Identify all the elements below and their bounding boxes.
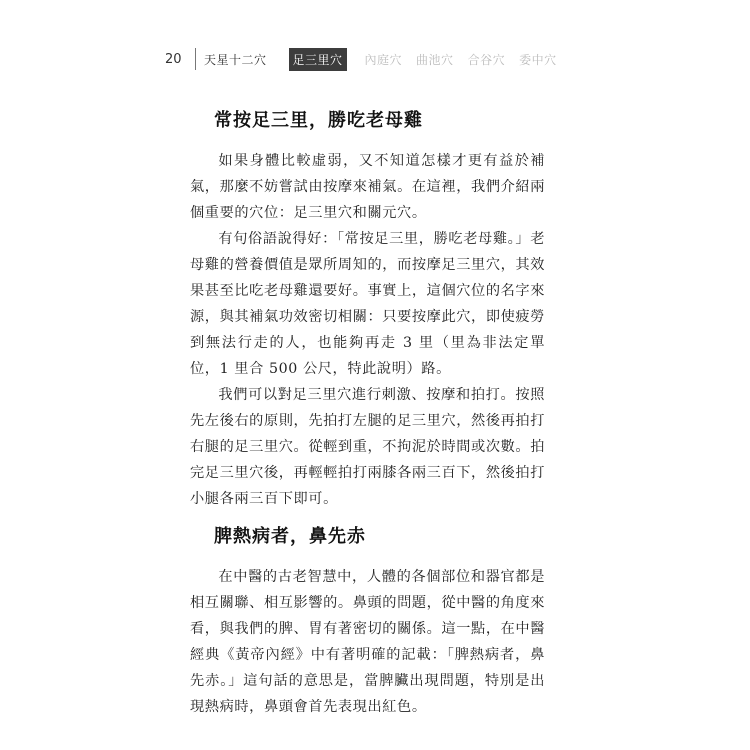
paragraph: 在中醫的古老智慧中，人體的各個部位和器官都是相互關聯、相互影響的。鼻頭的問題，從中醫的角度來看，與我們的脾、胃有著密切的關係。這一點，在中醫經典《黃帝內經》中有著明確的記載：「脾熱病者，鼻先赤。」這句話的意思是，當脾臟出現問題，特別是出現熱病時，鼻頭會首先表現出紅色。 bbox=[190, 569, 545, 715]
running-header bbox=[165, 46, 571, 72]
paragraph: 有句俗語說得好：「常按足三里，勝吃老母雞。」老母雞的營養價值是眾所周知的，而按摩足三里穴，其效果甚至比吃老母雞還要好。事實上，這個穴位的名字來源，與其補氣功效密切相關：只要按摩此穴，即使疲勞到無法行走的人，也能夠再走 3 里（里為非法定單位，1 里合 500 公尺，特此說明）路。 bbox=[190, 231, 545, 377]
paragraph: 我們可以對足三里穴進行刺激、按摩和拍打。按照先左後右的原則，先拍打左腿的足三里穴，然後再拍打右腿的足三里穴。從輕到重，不拘泥於時間或次數。拍完足三里穴後，再輕輕拍打兩膝各兩三百下，然後拍打小腿各兩三百下即可。 bbox=[190, 387, 545, 507]
section bbox=[190, 522, 545, 720]
book-title: 天星十二穴 bbox=[204, 52, 267, 67]
chapter-tab-hegu: 合谷穴 bbox=[467, 52, 506, 67]
chapter-tab-weizhong: 委中穴 bbox=[519, 52, 557, 67]
section-heading: 脾熱病者，鼻先赤 bbox=[214, 526, 366, 547]
section bbox=[190, 106, 545, 512]
page-number: 20 bbox=[165, 51, 182, 67]
paragraph: 如果身體比較虛弱，又不知道怎樣才更有益於補氣，那麼不妨嘗試由按摩來補氣。在這裡，我們介紹兩個重要的穴位：足三里穴和關元穴。 bbox=[190, 153, 545, 221]
section-heading: 常按足三里，勝吃老母雞 bbox=[214, 110, 423, 131]
chapter-tab-neiting: 內庭穴 bbox=[364, 52, 403, 67]
header-divider bbox=[195, 48, 196, 70]
page-body bbox=[190, 106, 545, 720]
chapter-tab-quchi: 曲池穴 bbox=[416, 52, 454, 67]
chapter-tab-zusanli: 足三里穴 bbox=[289, 48, 347, 71]
